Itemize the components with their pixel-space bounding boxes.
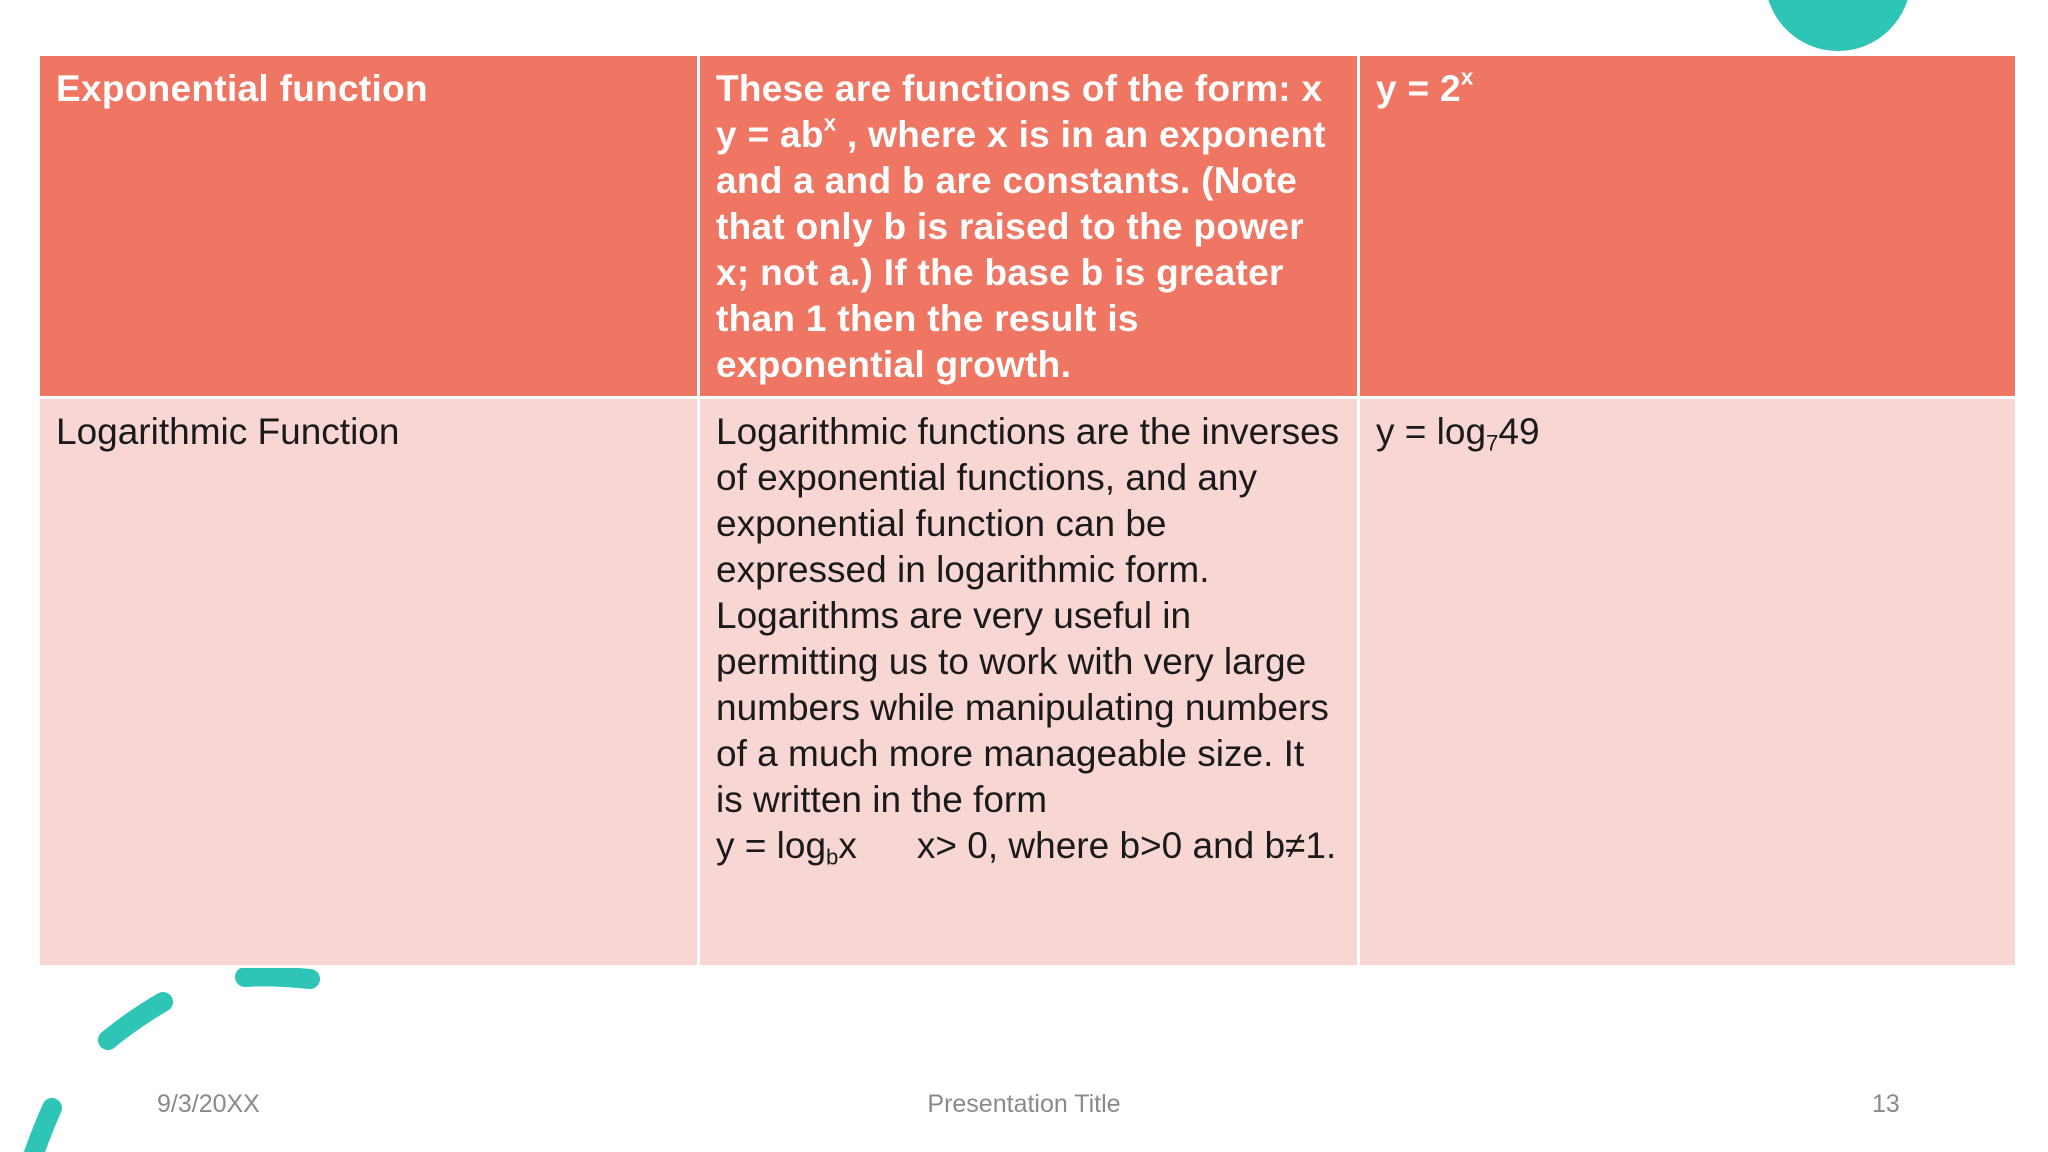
log-formula-variable: x [838,825,857,866]
cell-function-example [1359,55,2017,398]
footer-date: 9/3/20XX [157,1090,260,1118]
log-example-base: 7 [1486,430,1499,456]
cell-function-description [699,398,1359,967]
exp-example-superscript: x [1460,64,1474,90]
log-description: Logarithmic functions are the inverses of exponential functions, and any exponential function can be expressed in logarithmic form. Logarithms are very useful in permitting us to work with very large numbers while manipulating numbers of a much more manageable size. It is written in the form [716,411,1340,820]
exp-desc-part1: These are functions of the form: x y = ab [716,68,1323,155]
table-row [39,55,2017,398]
log-example-value: 49 [1498,411,1540,452]
table-row [39,398,2017,967]
functions-table [37,53,2018,968]
cell-function-description [699,55,1359,398]
logarithmic-function-label: Logarithmic Function [56,411,400,452]
log-formula-condition: x> 0, where b>0 and b≠1. [916,825,1337,866]
decorative-dashes [0,940,360,1152]
exp-example-base: y = 2 [1376,68,1461,109]
log-formula-prefix: y = log [716,825,827,866]
cell-function-example [1359,398,2017,967]
cell-function-name [39,398,699,967]
cell-function-name [39,55,699,398]
exp-desc-superscript: x [823,110,837,136]
exponential-function-label: Exponential function [56,68,428,109]
decorative-circle [1765,0,1911,51]
footer-page-number: 13 [1872,1090,1900,1118]
log-example-prefix: y = log [1376,411,1487,452]
log-formula-base: b [826,844,839,870]
footer-presentation-title: Presentation Title [927,1090,1121,1118]
exp-desc-part2: , where x is in an exponent and a and b are constants. (Note that only b is raised to the power x; not a.) If the base b is greater than 1 then the result is exponential growth. [716,114,1326,385]
